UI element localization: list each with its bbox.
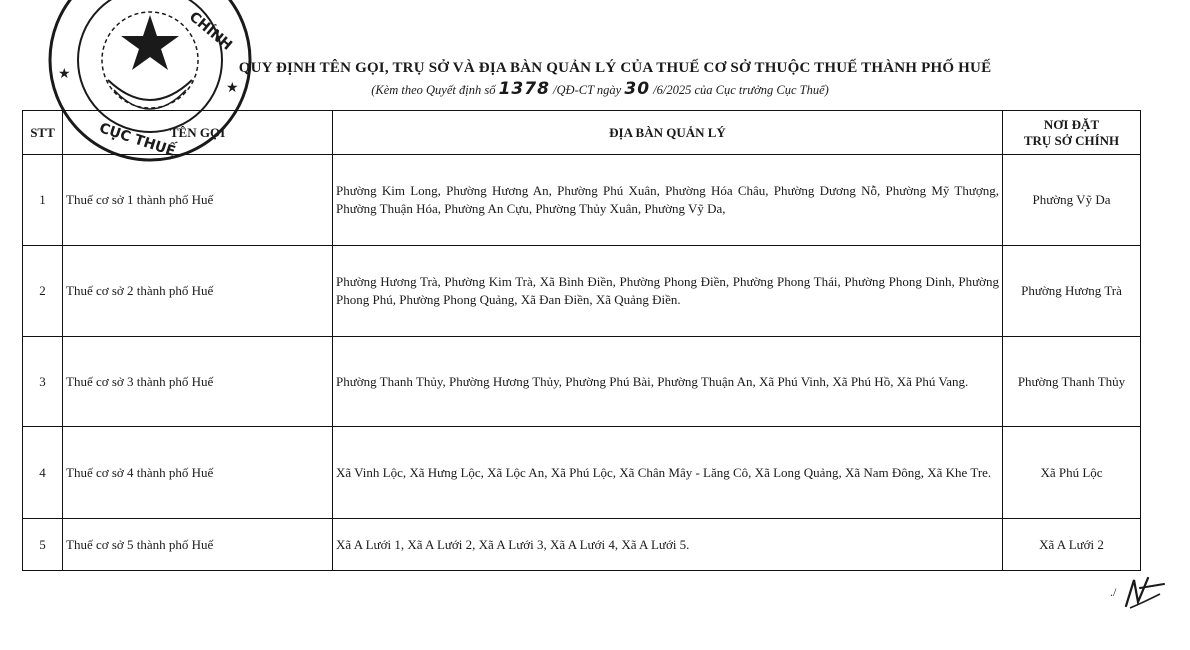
row-name: Thuế cơ sở 3 thành phố Huế: [63, 337, 333, 427]
svg-text:★: ★: [226, 81, 239, 96]
document-title: QUY ĐỊNH TÊN GỌI, TRỤ SỞ VÀ ĐỊA BÀN QUẢN LÝ CỦA THUẾ CƠ SỞ THUỘC THUẾ THÀNH PHỐ HUẾ: [238, 60, 992, 76]
row-name: Thuế cơ sở 5 thành phố Huế: [63, 519, 333, 571]
document-subtitle: [0, 79, 1190, 99]
row-hq: Phường Thanh Thủy: [1003, 337, 1141, 427]
col-header-hq: NƠI ĐẶT TRỤ SỞ CHÍNH: [1003, 111, 1141, 155]
row-area: Phường Hương Trà, Phường Kim Trà, Xã Bình Điền, Phường Phong Điền, Phường Phong Thái, Phường Phong Dinh, Phường Phong Phú, Phường Phong Quảng, Xã Đan Điền, Xã Quảng Điền.: [333, 246, 1003, 337]
table-row: [23, 155, 1141, 246]
svg-text:★: ★: [58, 67, 71, 82]
col-header-stt: STT: [23, 111, 63, 155]
seal-ring-top: CHÍNH: [185, 8, 235, 54]
row-hq: Xã Phú Lộc: [1003, 427, 1141, 519]
row-hq: Xã A Lưới 2: [1003, 519, 1141, 571]
row-name: Thuế cơ sở 1 thành phố Huế: [63, 155, 333, 246]
row-hq: Phường Hương Trà: [1003, 246, 1141, 337]
decision-number: 1378: [498, 79, 550, 99]
decision-day: 30: [624, 79, 651, 99]
row-area: Xã Vinh Lộc, Xã Hưng Lộc, Xã Lộc An, Xã Phú Lộc, Xã Chân Mây - Lăng Cô, Xã Long Quảng, Xã Nam Đông, Xã Khe Tre.: [333, 427, 1003, 519]
table-row: [23, 246, 1141, 337]
subtitle-prefix: (Kèm theo Quyết định số: [371, 83, 499, 97]
table-row: [23, 519, 1141, 571]
subtitle-mid: /QĐ-CT ngày: [549, 83, 625, 97]
tax-office-table: [22, 110, 1141, 571]
row-area: Phường Thanh Thủy, Phường Hương Thủy, Phường Phú Bài, Phường Thuận An, Xã Phú Vinh, Xã Phú Hồ, Xã Phú Vang.: [333, 337, 1003, 427]
row-stt: 1: [23, 155, 63, 246]
row-area: Phường Kim Long, Phường Hương An, Phường Phú Xuân, Phường Hóa Châu, Phường Dương Nỗ, Phường Mỹ Thượng, Phường Thuận Hóa, Phường An Cựu, Phường Thủy Xuân, Phường Vỹ Da,: [333, 155, 1003, 246]
table-row: [23, 427, 1141, 519]
table-header-row: [23, 111, 1141, 155]
row-area: Xã A Lưới 1, Xã A Lưới 2, Xã A Lưới 3, Xã A Lưới 4, Xã A Lưới 5.: [333, 519, 1003, 571]
row-name: Thuế cơ sở 4 thành phố Huế: [63, 427, 333, 519]
row-stt: 4: [23, 427, 63, 519]
signature-initials-icon: [1108, 572, 1168, 612]
row-stt: 5: [23, 519, 63, 571]
row-name: Thuế cơ sở 2 thành phố Huế: [63, 246, 333, 337]
footer-mark: ./: [1110, 585, 1117, 599]
row-hq: Phường Vỹ Da: [1003, 155, 1141, 246]
row-stt: 3: [23, 337, 63, 427]
subtitle-suffix: /6/2025 của Cục trưởng Cục Thuế): [650, 83, 829, 97]
seal-ring-bottom: CỤC THUẾ: [97, 120, 178, 160]
col-header-area: ĐỊA BÀN QUẢN LÝ: [333, 111, 1003, 155]
col-header-name: TÊN GỌI: [63, 111, 333, 155]
table-row: [23, 337, 1141, 427]
row-stt: 2: [23, 246, 63, 337]
